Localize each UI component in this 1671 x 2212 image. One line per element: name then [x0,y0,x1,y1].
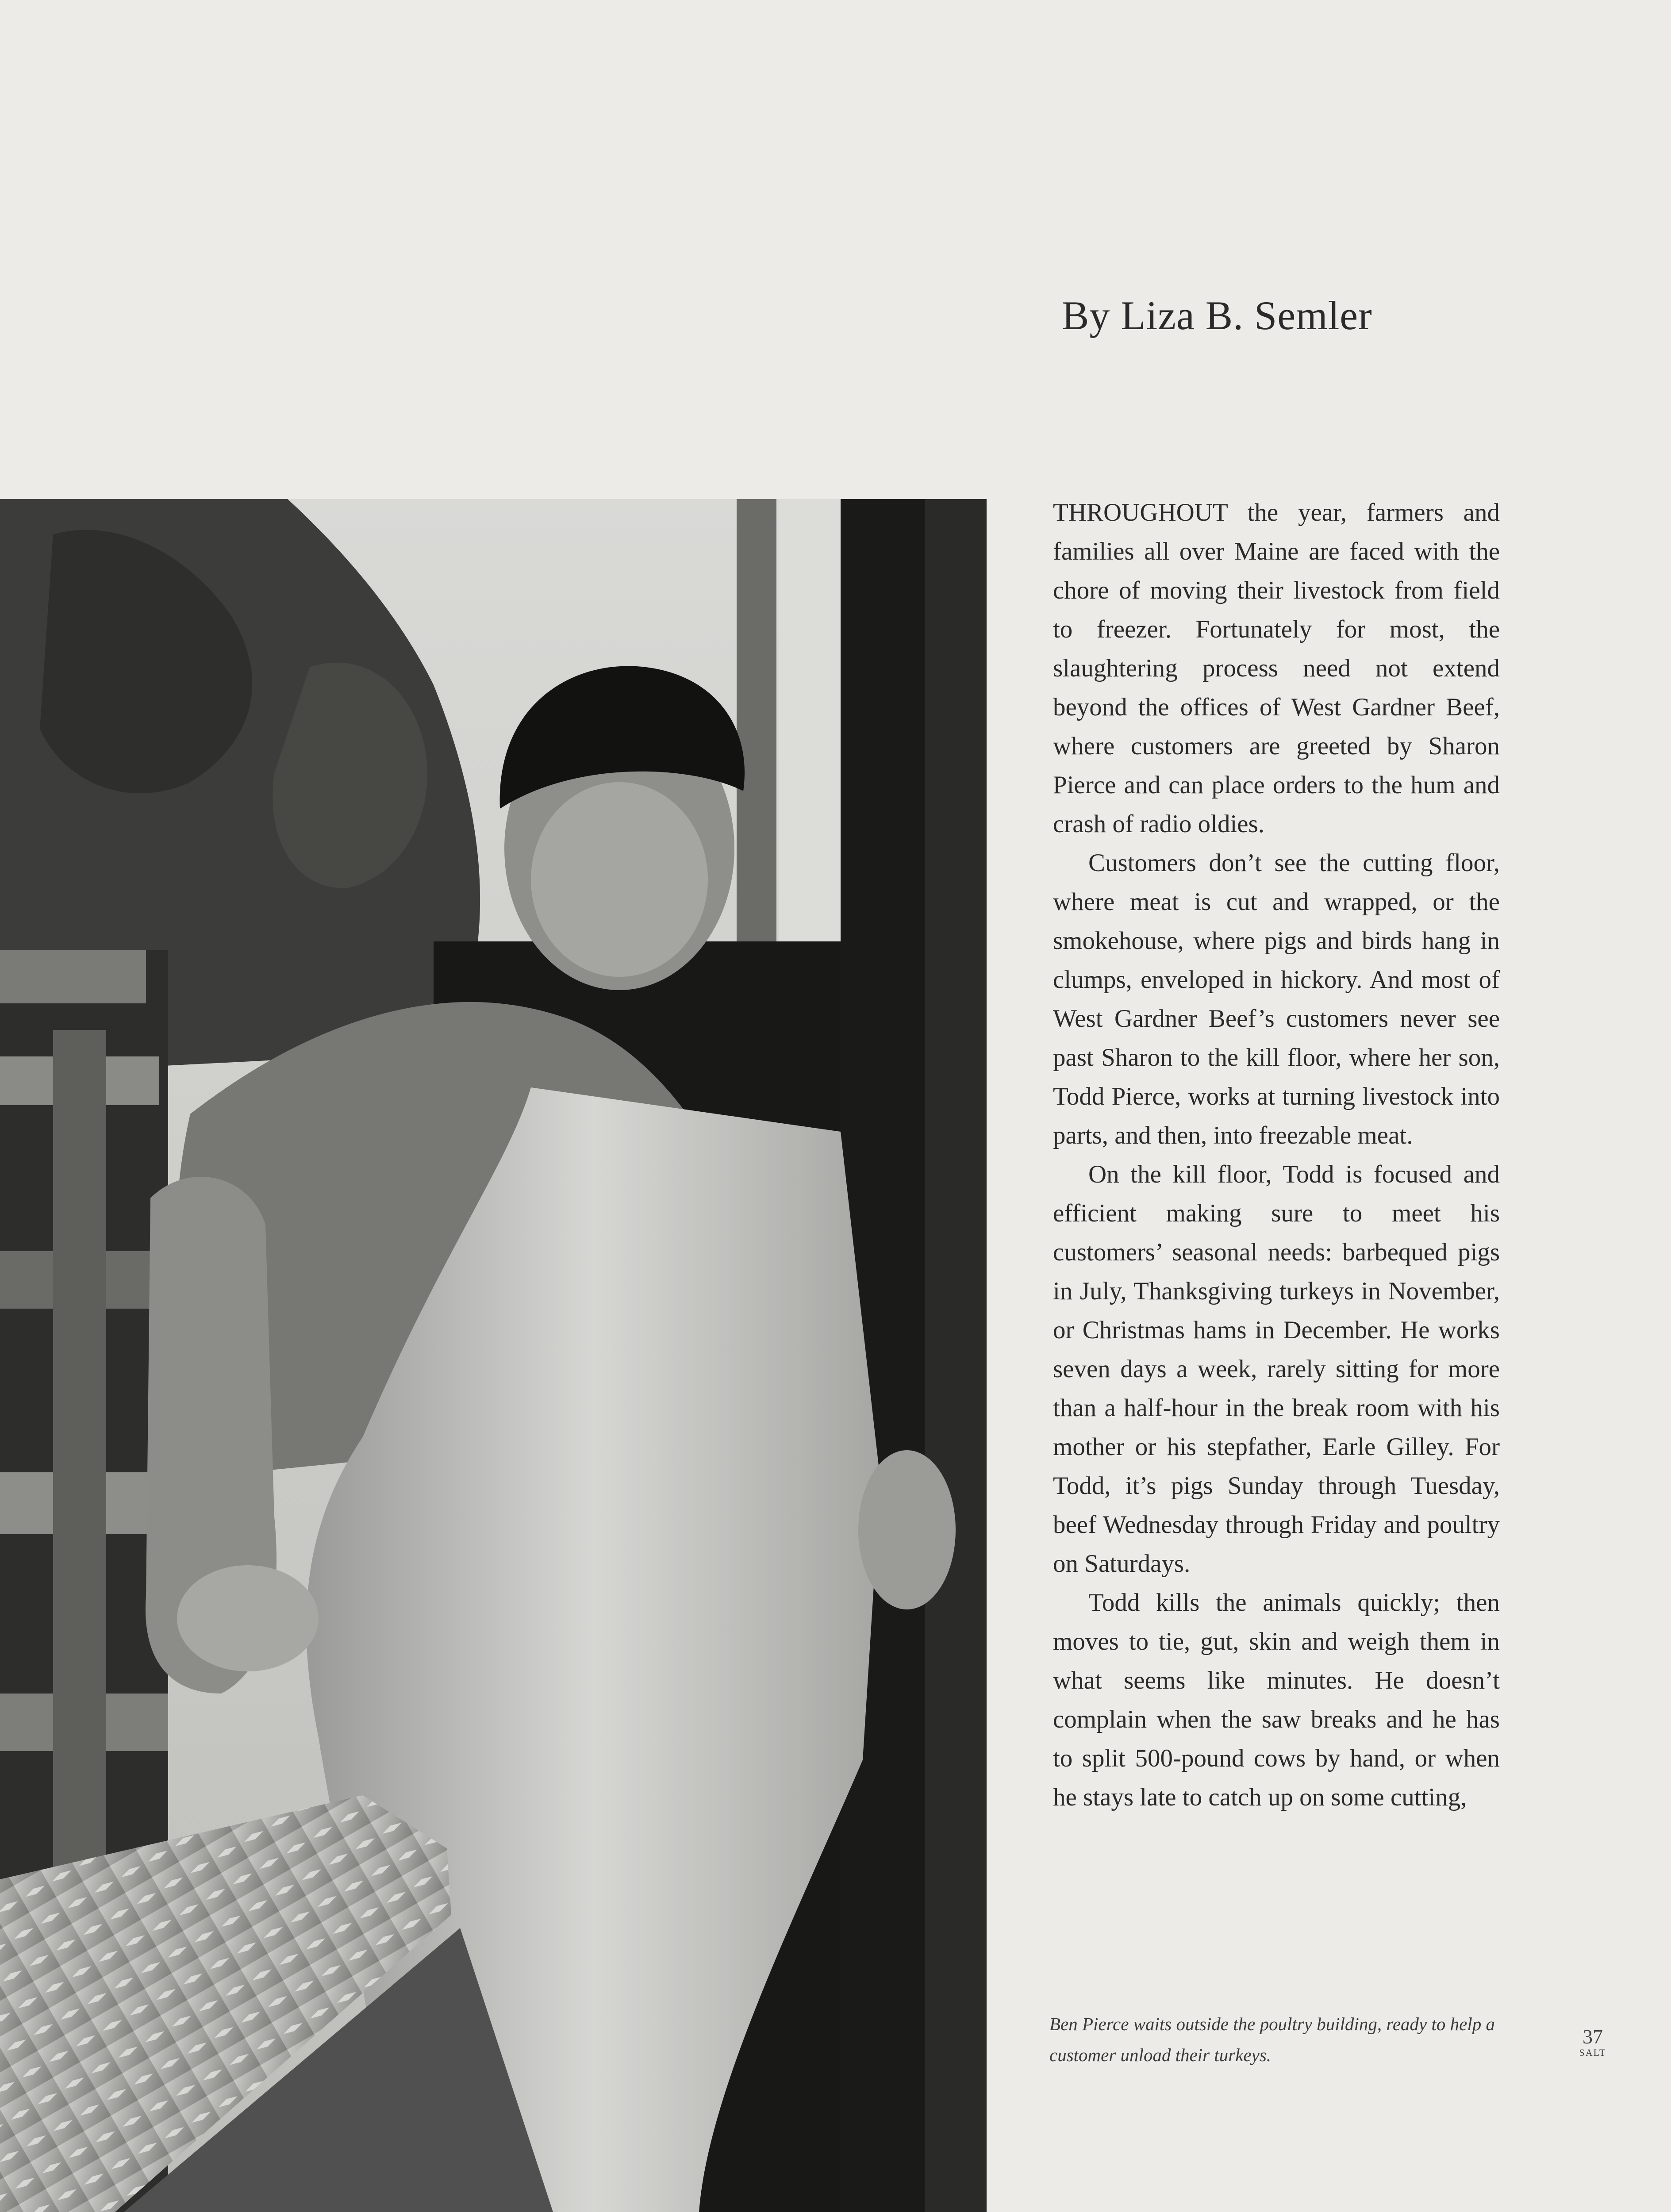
folio [1575,2026,1610,2058]
photo-caption: Ben Pierce waits outside the poultry building, ready to help a customer unload their turkeys. [1049,2014,1495,2065]
article-body [1053,493,1500,1817]
article-paragraph: Customers don’t see the cutting floor, where meat is cut and wrapped, or the smokehouse, where pigs and birds hang in clumps, enveloped in hickory. And most of West Gardner Beef’s customers never see past Sharon to the kill floor, where her son, Todd Pierce, works at turning livestock into parts, and then, into freezable meat. [1053,849,1500,1149]
article-paragraph: Todd kills the animals quickly; then moves to tie, gut, skin and weigh them in what seems like minutes. He doesn’t complain when the saw breaks and he has to split 500-pound cows by hand, or when he stays late to catch up on some cutting, [1053,1589,1500,1811]
byline: By Liza B. Semler [1062,293,1372,338]
page-number: 37 [1583,2025,1603,2048]
article-paragraph: On the kill floor, Todd is focused and efficient making sure to meet his customers’ seasonal needs: barbequed pigs in July, Thanksgiving turkeys in November, or Christmas hams in December. He works seven days a week, rarely sitting for more than a half-hour in the break room with his mother or his stepfather, Earle Gilley. For Todd, it’s pigs Sunday through Tuesday, beef Wednesday through Friday and poultry on Saturdays. [1053,1160,1500,1578]
article-paragraph: THROUGHOUT the year, farmers and families all over Maine are faced with the chore of moving their livestock from field to freezer. Fortunately for most, the slaughtering process need not extend beyond the offices of West Gardner Beef, where customers are greeted by Sharon Pierce and can place orders to the hum and crash of radio oldies. [1053,499,1500,838]
photo-boy-in-apron [0,499,987,2212]
magazine-name: SALT [1579,2047,1606,2058]
